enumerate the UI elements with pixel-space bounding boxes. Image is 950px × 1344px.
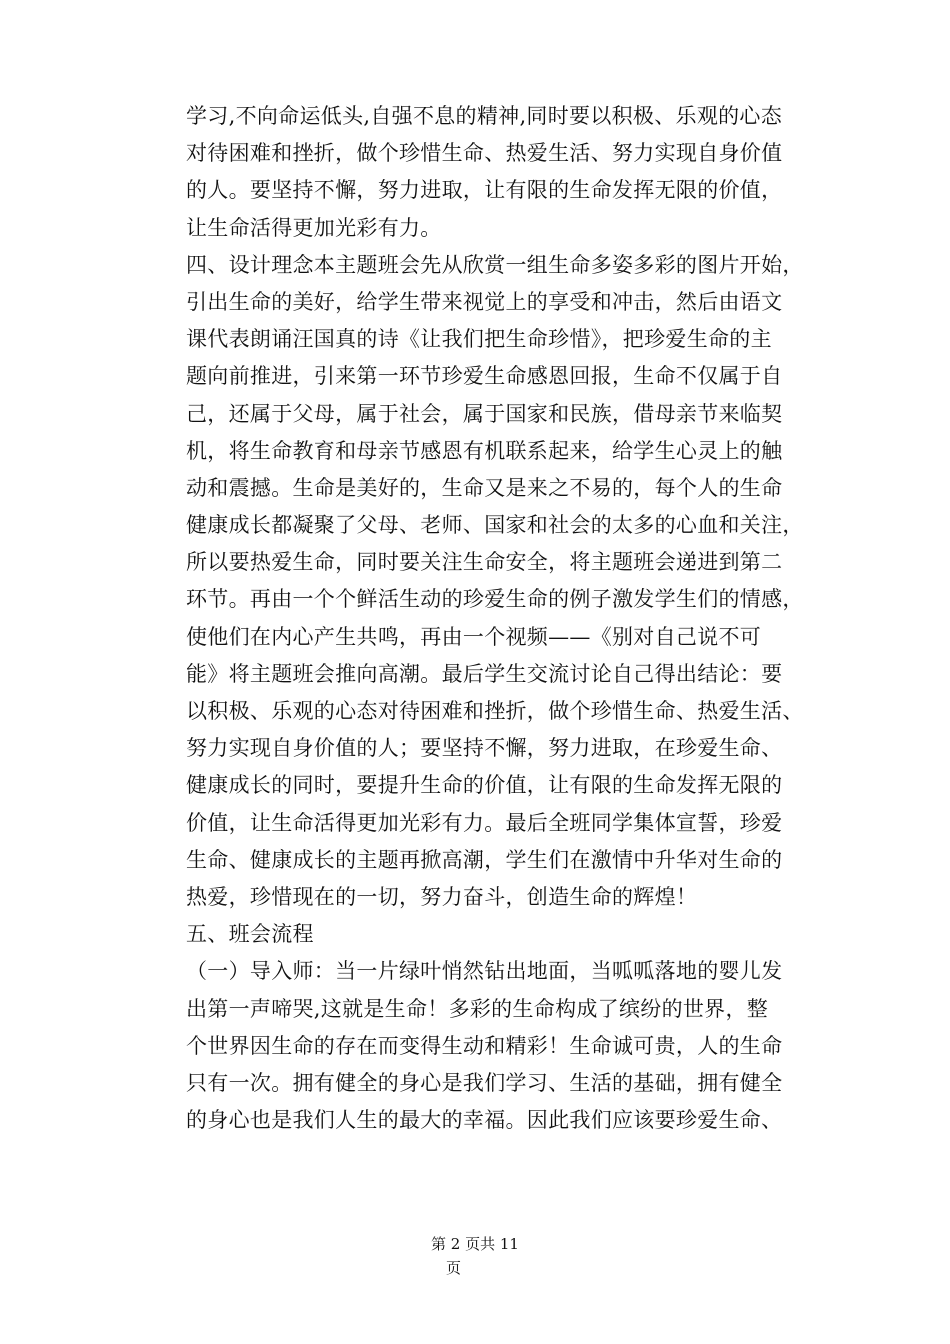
text-line: 机，将生命教育和母亲节感恩有机联系起来，给学生心灵上的触 bbox=[186, 438, 783, 463]
text-line: 环节。再由一个个鲜活生动的珍爱生命的例子激发学生们的情感， bbox=[186, 587, 804, 612]
text-line: 题向前推进，引来第一环节珍爱生命感恩回报，生命不仅属于自 bbox=[186, 364, 783, 389]
text-line: 健康成长的同时，要提升生命的价值，让有限的生命发挥无限的 bbox=[186, 773, 783, 798]
text-line: 生命、健康成长的主题再掀高潮，学生们在激情中升华对生命的 bbox=[186, 847, 783, 872]
text-line: 动和震撼。生命是美好的，生命又是来之不易的，每个人的生命 bbox=[186, 475, 783, 500]
text-line: 对待困难和挫折，做个珍惜生命、热爱生活、努力实现自身价值 bbox=[186, 141, 783, 166]
text-line: 己，还属于父母，属于社会，属于国家和民族，借母亲节来临契 bbox=[186, 401, 783, 426]
page-footer bbox=[0, 1232, 950, 1280]
section-heading-class-process: 五、班会流程 bbox=[186, 922, 314, 947]
page-number-line1: 第 2 页共 11 bbox=[431, 1235, 519, 1253]
text-line: 努力实现自身价值的人；要坚持不懈，努力进取，在珍爱生命、 bbox=[186, 736, 783, 761]
page-number-line2: 页 bbox=[446, 1259, 462, 1277]
text-line: （一）导入师：当一片绿叶悄然钻出地面，当呱呱落地的婴儿发 bbox=[186, 959, 783, 984]
text-line: 的身心也是我们人生的最大的幸福。因此我们应该要珍爱生命、 bbox=[186, 1108, 783, 1133]
text-line: 课代表朗诵汪国真的诗《让我们把生命珍惜》，把珍爱生命的主 bbox=[186, 327, 772, 352]
document-body bbox=[186, 98, 836, 1139]
text-line: 学习,不向命运低头,自强不息的精神,同时要以积极、乐观的心态 bbox=[186, 104, 783, 128]
text-line: 让生命活得更加光彩有力。 bbox=[186, 215, 442, 240]
text-line: 出第一声啼哭,这就是生命！多彩的生命构成了缤纷的世界，整 bbox=[186, 996, 769, 1021]
text-line: 热爱，珍惜现在的一切，努力奋斗，创造生命的辉煌！ bbox=[186, 884, 698, 909]
text-line: 个世界因生命的存在而变得生动和精彩！生命诚可贵，人的生命 bbox=[186, 1033, 783, 1058]
text-line: 的人。要坚持不懈，努力进取，让有限的生命发挥无限的价值， bbox=[186, 178, 783, 203]
text-line: 所以要热爱生命，同时要关注生命安全，将主题班会递进到第二 bbox=[186, 550, 783, 575]
text-line: 价值，让生命活得更加光彩有力。最后全班同学集体宣誓，珍爱 bbox=[186, 810, 783, 835]
text-line: 能》将主题班会推向高潮。最后学生交流讨论自己得出结论：要 bbox=[186, 661, 783, 686]
text-line: 只有一次。拥有健全的身心是我们学习、生活的基础，拥有健全 bbox=[186, 1070, 783, 1095]
text-line: 健康成长都凝聚了父母、老师、国家和社会的太多的心血和关注， bbox=[186, 513, 804, 538]
text-line: 引出生命的美好，给学生带来视觉上的享受和冲击，然后由语文 bbox=[186, 289, 783, 314]
section-heading-design-concept: 四、设计理念本主题班会先从欣赏一组生命多姿多彩的图片开始， bbox=[186, 252, 804, 277]
text-line: 以积极、乐观的心态对待困难和挫折，做个珍惜生命、热爱生活、 bbox=[186, 699, 804, 723]
text-line: 使他们在内心产生共鸣，再由一个视频——《别对自己说不可 bbox=[186, 624, 762, 649]
